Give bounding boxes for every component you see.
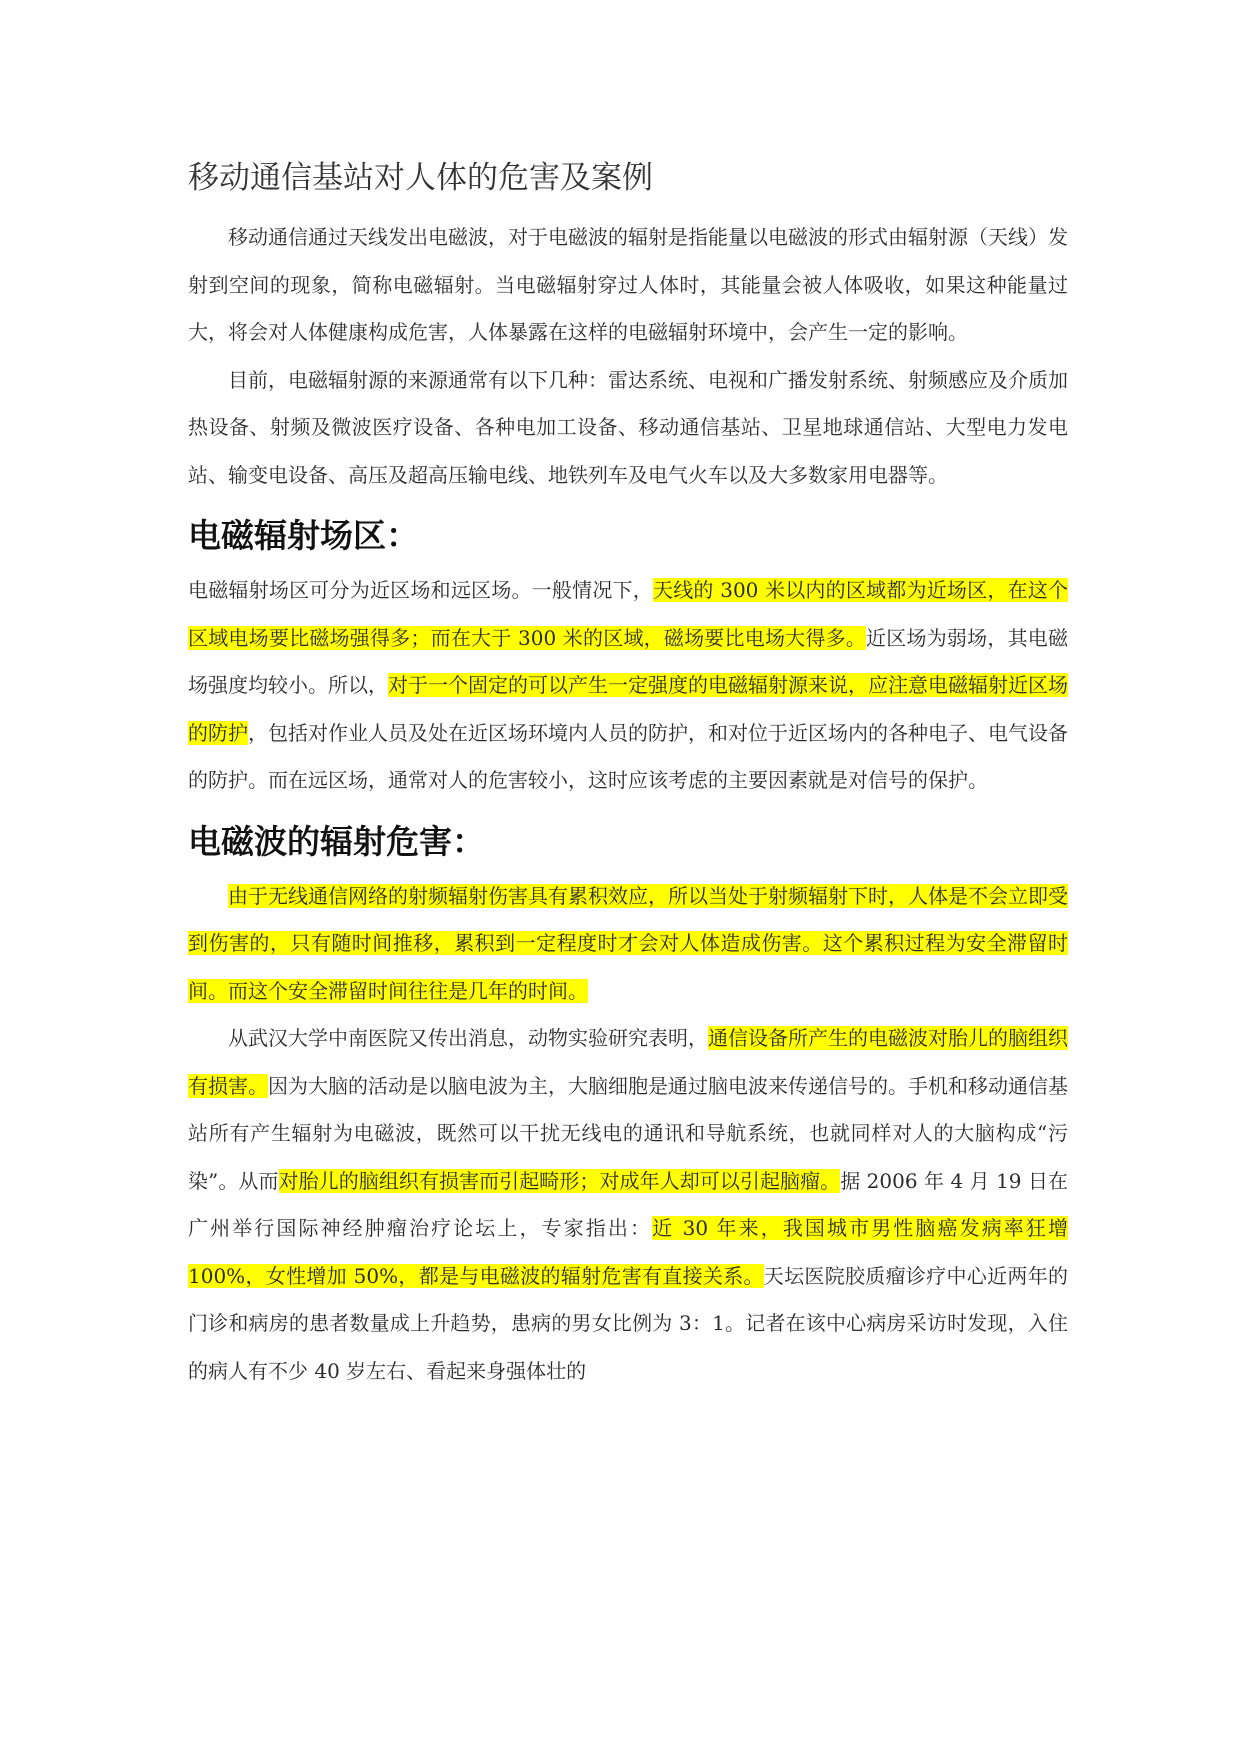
- section-heading-radiation-hazards: 电磁波的辐射危害：: [188, 821, 485, 861]
- document-page: [188, 158, 1068, 1395]
- highlighted-text: 通信设备所产生的电磁波对胎儿的脑组织有损害。: [188, 1026, 1068, 1098]
- intro-paragraph-2: 目前，电磁辐射源的来源通常有以下几种：雷达系统、电视和广播发射系统、射频感应及介质加热设备、射频及微波医疗设备、各种电加工设备、移动通信基站、卫星地球通信站、大型电力发电站、输变电设备、高压及超高压输电线、地铁列车及电气火车以及大多数家用电器等。: [188, 367, 1068, 487]
- text-run: 近区场为弱场，其电磁场强度均较小。所以，: [188, 625, 1068, 697]
- text-run: 因为大脑的活动是以脑电波为主，大脑细胞是通过脑电波来传递信号的。手机和移动通信基站所有产生辐射为电磁波，既然可以干扰无线电的通讯和导航系统，也就同样对人的大脑构成“污染”。从而: [188, 1073, 1068, 1193]
- text-run: ，包括对作业人员及处在近区场环境内人员的防护，和对位于近区场内的各种电子、电气设备的防护。而在远区场，通常对人的危害较小，这时应该考虑的主要因素就是对信号的保护。: [188, 720, 1068, 792]
- hazards-paragraph-1: [188, 873, 1068, 1016]
- highlighted-text: 由于无线通信网络的射频辐射伤害具有累积效应，所以当处于射频辐射下时，人体是不会立即受到伤害的，只有随时间推移，累积到一定程度时才会对人体造成伤害。这个累积过程为安全滞留时间。而这个安全滞留时间往往是几年的时间。: [188, 883, 1068, 1003]
- radiation-zones-paragraph: [188, 567, 1068, 805]
- text-run: 据 2006 年 4 月 19 日在广州举行国际神经肿瘤治疗论坛上，专家指出：: [188, 1168, 1069, 1240]
- section-heading-radiation-zones: 电磁辐射场区：: [188, 516, 419, 555]
- intro-paragraph-1: 移动通信通过天线发出电磁波，对于电磁波的辐射是指能量以电磁波的形式由辐射源（天线）发射到空间的现象，简称电磁辐射。当电磁辐射穿过人体时，其能量会被人体吸收，如果这种能量过大，将会对人体健康构成危害，人体暴露在这样的电磁辐射环境中，会产生一定的影响。: [188, 225, 1068, 344]
- text-run: 天坛医院胶质瘤诊疗中心近两年的门诊和病房的患者数量成上升趋势，患病的男女比例为 3：1。记者在该中心病房采访时发现，入住的病人有不少 40 岁左右、看起来身强体壮的: [188, 1263, 1068, 1383]
- text-run: 电磁辐射场区可分为近区场和远区场。一般情况下，: [188, 578, 653, 602]
- hazards-paragraph-2: [188, 1015, 1068, 1395]
- highlighted-text: 对胎儿的脑组织有损害而引起畸形；对成年人却可以引起脑瘤。: [278, 1168, 841, 1193]
- highlighted-text: 近 30 年来，我国城市男性脑癌发病率狂增 100%，女性增加 50%，都是与电磁波的辐射危害有直接关系。: [188, 1216, 1068, 1288]
- text-run: 从武汉大学中南医院又传出消息，动物实验研究表明，: [228, 1026, 708, 1050]
- document-title: 移动通信基站对人体的危害及案例: [188, 160, 653, 196]
- highlighted-text: 天线的 300 米以内的区域都为近场区，在这个区域电场要比磁场强得多；而在大于 300 米的区域，磁场要比电场大得多。: [188, 578, 1069, 650]
- highlighted-text: 对于一个固定的可以产生一定强度的电磁辐射源来说，应注意电磁辐射近区场的防护: [188, 673, 1068, 745]
